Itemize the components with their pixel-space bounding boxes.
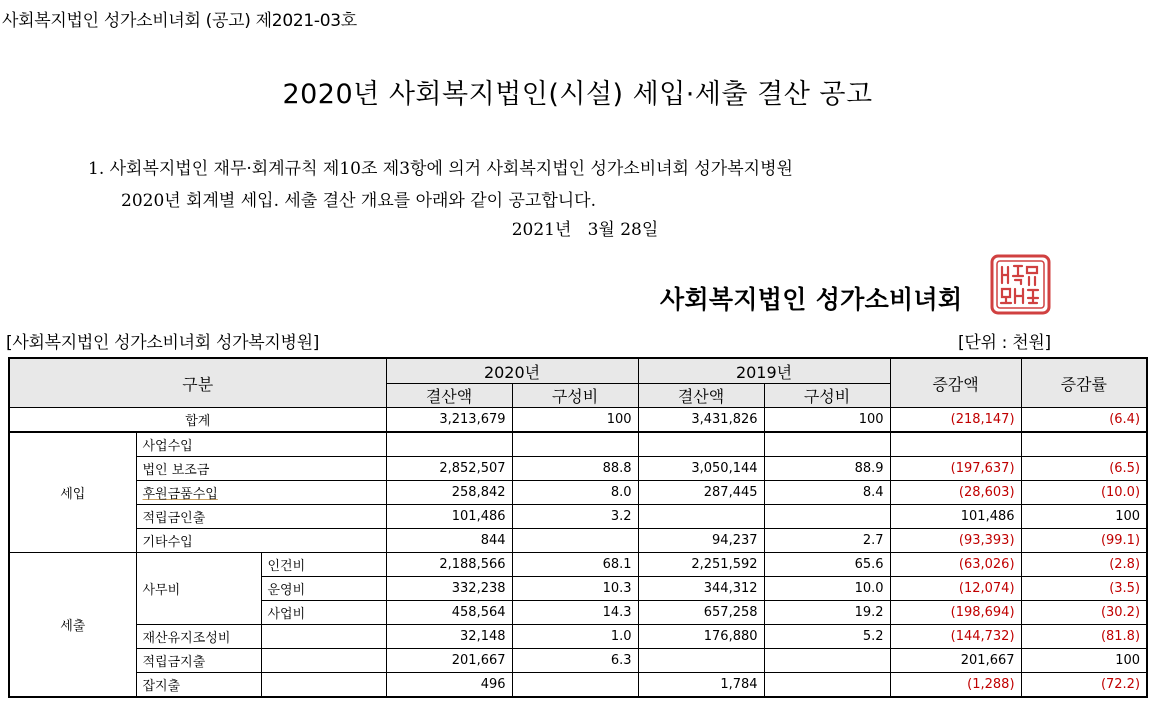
cell-ratio-2019 bbox=[764, 432, 890, 457]
cell-amount-2020: 258,842 bbox=[386, 481, 512, 505]
cell-change-amount: 201,667 bbox=[890, 649, 1021, 673]
cell-ratio-2019 bbox=[764, 505, 890, 529]
cell-change-rate bbox=[1021, 432, 1147, 457]
cell-amount-2020 bbox=[386, 432, 512, 457]
cell-ratio-2019: 88.9 bbox=[764, 457, 890, 481]
cell-change-amount: (218,147) bbox=[890, 408, 1021, 433]
cell-amount-2020: 3,213,679 bbox=[386, 408, 512, 433]
table-row bbox=[9, 529, 1147, 553]
cell-ratio-2019 bbox=[764, 673, 890, 698]
cell-amount-2019: 2,251,592 bbox=[638, 553, 764, 577]
table-row bbox=[9, 457, 1147, 481]
paragraph-line-2: 2020년 회계별 세입. 세출 결산 개요를 아래와 같이 공고합니다. bbox=[121, 191, 597, 211]
table-institution-label: [사회복지법인 성가소비녀회 성가복지병원] bbox=[6, 333, 320, 353]
group-office-expense: 사무비 bbox=[136, 553, 261, 625]
notice-date: 2021년 3월 28일 bbox=[511, 220, 659, 240]
header-amount-2019: 결산액 bbox=[638, 384, 764, 408]
table-row bbox=[9, 432, 1147, 457]
header-division: 구분 bbox=[9, 358, 386, 408]
cell-change-rate: (6.4) bbox=[1021, 408, 1147, 433]
row-label: 기타수입 bbox=[136, 529, 386, 553]
cell-change-amount: (198,694) bbox=[890, 601, 1021, 625]
row-label: 사업비 bbox=[261, 601, 386, 625]
cell-amount-2020: 2,188,566 bbox=[386, 553, 512, 577]
cell-amount-2019: 1,784 bbox=[638, 673, 764, 698]
cell-amount-2020: 201,667 bbox=[386, 649, 512, 673]
cell-ratio-2020: 8.0 bbox=[512, 481, 638, 505]
header-ratio-2020: 구성비 bbox=[512, 384, 638, 408]
cell-change-amount: (197,637) bbox=[890, 457, 1021, 481]
row-label bbox=[136, 481, 386, 505]
empty-cell bbox=[261, 625, 386, 649]
cell-ratio-2020 bbox=[512, 673, 638, 698]
cell-amount-2020: 2,852,507 bbox=[386, 457, 512, 481]
cell-ratio-2019: 65.6 bbox=[764, 553, 890, 577]
cell-ratio-2020 bbox=[512, 432, 638, 457]
header-change-rate: 증감률 bbox=[1021, 358, 1147, 408]
cell-amount-2019: 3,431,826 bbox=[638, 408, 764, 433]
row-label: 인건비 bbox=[261, 553, 386, 577]
group-expenditure: 세출 bbox=[9, 553, 136, 698]
cell-ratio-2020: 1.0 bbox=[512, 625, 638, 649]
cell-ratio-2020: 10.3 bbox=[512, 577, 638, 601]
cell-amount-2020: 844 bbox=[386, 529, 512, 553]
row-label: 재산유지조성비 bbox=[136, 625, 261, 649]
page-title: 2020년 사회복지법인(시설) 세입·세출 결산 공고 bbox=[282, 79, 873, 110]
header-change-amount: 증감액 bbox=[890, 358, 1021, 408]
cell-change-amount: (63,026) bbox=[890, 553, 1021, 577]
cell-ratio-2020: 14.3 bbox=[512, 601, 638, 625]
cell-change-amount: 101,486 bbox=[890, 505, 1021, 529]
organization-signature: 사회복지법인 성가소비녀회 bbox=[660, 285, 963, 314]
cell-amount-2019: 94,237 bbox=[638, 529, 764, 553]
cell-change-amount: (1,288) bbox=[890, 673, 1021, 698]
table-row bbox=[9, 625, 1147, 649]
header-year-2020: 2020년 bbox=[386, 358, 638, 384]
cell-ratio-2020 bbox=[512, 529, 638, 553]
cell-change-amount: (144,732) bbox=[890, 625, 1021, 649]
header-row-1 bbox=[9, 358, 1147, 384]
row-label: 사업수입 bbox=[136, 432, 386, 457]
cell-ratio-2019: 2.7 bbox=[764, 529, 890, 553]
red-seal-icon bbox=[989, 253, 1052, 316]
group-revenue: 세입 bbox=[9, 432, 136, 553]
table-row bbox=[9, 649, 1147, 673]
cell-ratio-2019: 19.2 bbox=[764, 601, 890, 625]
row-label: 잡지출 bbox=[136, 673, 261, 698]
row-label: 적립금인출 bbox=[136, 505, 386, 529]
cell-change-amount: (28,603) bbox=[890, 481, 1021, 505]
cell-ratio-2019: 100 bbox=[764, 408, 890, 433]
cell-ratio-2020: 3.2 bbox=[512, 505, 638, 529]
header-year-2019: 2019년 bbox=[638, 358, 890, 384]
cell-amount-2020: 332,238 bbox=[386, 577, 512, 601]
table-row bbox=[9, 481, 1147, 505]
cell-amount-2019: 3,050,144 bbox=[638, 457, 764, 481]
notice-number-line: 사회복지법인 성가소비녀회 (공고) 제2021-03호 bbox=[2, 11, 357, 31]
cell-change-rate: (99.1) bbox=[1021, 529, 1147, 553]
paragraph-line-1: 1. 사회복지법인 재무·회계규칙 제10조 제3항에 의거 사회복지법인 성가소비녀회 성가복지병원 bbox=[88, 159, 793, 179]
cell-ratio-2019: 5.2 bbox=[764, 625, 890, 649]
cell-amount-2019: 287,445 bbox=[638, 481, 764, 505]
cell-change-rate: (2.8) bbox=[1021, 553, 1147, 577]
empty-cell bbox=[261, 673, 386, 698]
cell-change-rate: (6.5) bbox=[1021, 457, 1147, 481]
cell-change-rate: (72.2) bbox=[1021, 673, 1147, 698]
cell-amount-2019 bbox=[638, 649, 764, 673]
row-label: 운영비 bbox=[261, 577, 386, 601]
empty-cell bbox=[261, 649, 386, 673]
cell-amount-2019: 176,880 bbox=[638, 625, 764, 649]
cell-ratio-2019: 10.0 bbox=[764, 577, 890, 601]
cell-change-rate: 100 bbox=[1021, 649, 1147, 673]
cell-change-rate: (3.5) bbox=[1021, 577, 1147, 601]
cell-change-rate: (81.8) bbox=[1021, 625, 1147, 649]
cell-change-amount: (93,393) bbox=[890, 529, 1021, 553]
settlement-table bbox=[8, 357, 1148, 698]
cell-amount-2019 bbox=[638, 432, 764, 457]
cell-change-rate: (10.0) bbox=[1021, 481, 1147, 505]
header-ratio-2019: 구성비 bbox=[764, 384, 890, 408]
cell-change-amount: (12,074) bbox=[890, 577, 1021, 601]
cell-ratio-2019 bbox=[764, 649, 890, 673]
cell-amount-2020: 32,148 bbox=[386, 625, 512, 649]
cell-amount-2019 bbox=[638, 505, 764, 529]
cell-ratio-2020: 88.8 bbox=[512, 457, 638, 481]
cell-ratio-2019: 8.4 bbox=[764, 481, 890, 505]
row-label: 합계 bbox=[9, 408, 386, 433]
row-label: 적립금지출 bbox=[136, 649, 261, 673]
cell-amount-2019: 657,258 bbox=[638, 601, 764, 625]
row-label-text: 후원금품수입 bbox=[142, 487, 218, 502]
cell-change-amount bbox=[890, 432, 1021, 457]
table-row-total bbox=[9, 408, 1147, 433]
row-label: 법인 보조금 bbox=[136, 457, 386, 481]
table-row bbox=[9, 673, 1147, 698]
notice-paragraph bbox=[88, 153, 793, 217]
table-row bbox=[9, 553, 1147, 577]
header-amount-2020: 결산액 bbox=[386, 384, 512, 408]
cell-change-rate: (30.2) bbox=[1021, 601, 1147, 625]
cell-amount-2019: 344,312 bbox=[638, 577, 764, 601]
cell-ratio-2020: 100 bbox=[512, 408, 638, 433]
table-row bbox=[9, 505, 1147, 529]
cell-amount-2020: 496 bbox=[386, 673, 512, 698]
unit-label: [단위 : 천원] bbox=[958, 333, 1051, 353]
cell-amount-2020: 101,486 bbox=[386, 505, 512, 529]
cell-ratio-2020: 6.3 bbox=[512, 649, 638, 673]
cell-change-rate: 100 bbox=[1021, 505, 1147, 529]
cell-ratio-2020: 68.1 bbox=[512, 553, 638, 577]
cell-amount-2020: 458,564 bbox=[386, 601, 512, 625]
